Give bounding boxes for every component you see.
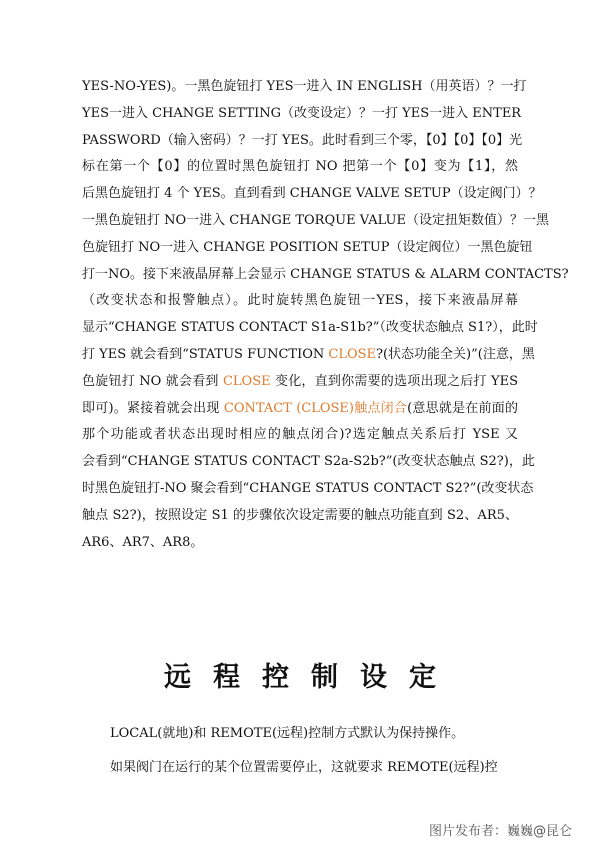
text-line [82,369,518,396]
text-line: 一黑色旋钮打 NO一进入 CHANGE TORQUE VALUE（设定扭矩数值）？一黑 [82,212,549,228]
highlighted-text: CLOSE [328,346,377,362]
text-line: 色旋钮打 NO一进入 CHANGE POSITION SETUP（设定阀位）一黑色旋钮 [82,239,533,255]
text-line: 时黑色旋钮打-NO 聚会看到“CHANGE STATUS CONTACT S2?”(改变状态 [82,480,534,496]
section-heading: 远程控制设定 [164,662,458,693]
text-segment: (意思就是在前面的 [407,400,518,416]
text-line: （改变状态和报警触点）。此时旋转黑色旋钮一YES，接下来液晶屏幕 [82,293,518,309]
text-line: 会看到“CHANGE STATUS CONTACT S2a-S2b?”(改变状态触点 S2?)，此 [82,454,535,470]
main-paragraph [82,74,569,556]
text-segment: 打 YES 就会看到“STATUS FUNCTION [82,346,329,362]
text-line: YES-NO-YES)。一黑色旋钮打 YES一进入 IN ENGLISH（用英语）？一打 [82,79,527,94]
text-line: PASSWORD（输入密码）？一打 YES。此时看到三个零，【0】【0】【0】光 [82,132,523,148]
text-line: 标在第一个【0】的位置时黑色旋钮打 NO 把第一个【0】变为【1】，然 [82,159,518,175]
highlighted-text: CLOSE [222,373,271,389]
text-segment: 色旋钮打 NO 就会看到 [82,373,223,389]
text-line: 那个功能或者状态出现时相应的触点闭合)?选定触点关系后打 YSE 又 [82,427,518,443]
text-line: 打一NO。接下来液晶屏幕上会显示 CHANGE STATUS & ALARM CONTACTS? [82,266,569,282]
text-line: 显示“CHANGE STATUS CONTACT S1a-S1b?”（改变状态触点 S1?），此时 [82,320,538,336]
text-line: AR6、AR7、AR8。 [82,534,204,550]
highlighted-text: CONTACT (CLOSE)触点闭合 [223,400,408,416]
text-segment: ?(状态功能全关)”(注意，黑 [376,346,535,362]
text-line: 后黑色旋钮打 4 个 YES。直到看到 CHANGE VALVE SETUP（设定阀门）？ [82,186,542,202]
text-line: 触点 S2?)，按照设定 S1 的步骤依次设定需要的触点功能直到 S2、AR5、 [82,507,518,523]
paragraph-local-remote: LOCAL(就地)和 REMOTE(远程)控制方式默认为保持操作。 [110,726,465,741]
text-line [82,396,518,423]
text-line: YES一进入 CHANGE SETTING（改变设定）？一打 YES一进入 ENTER [82,105,522,121]
text-line [82,342,535,369]
text-segment: 变化，直到你需要的选项出现之后打 YES [270,373,518,389]
text-segment: 即可)。紧接着就会出现 [82,400,224,416]
paragraph-valve-stop: 如果阀门在运行的某个位置需要停止，这就要求 REMOTE(远程)控 [110,760,498,775]
watermark-text: 图片发布者：巍巍@昆仑 [428,824,572,839]
